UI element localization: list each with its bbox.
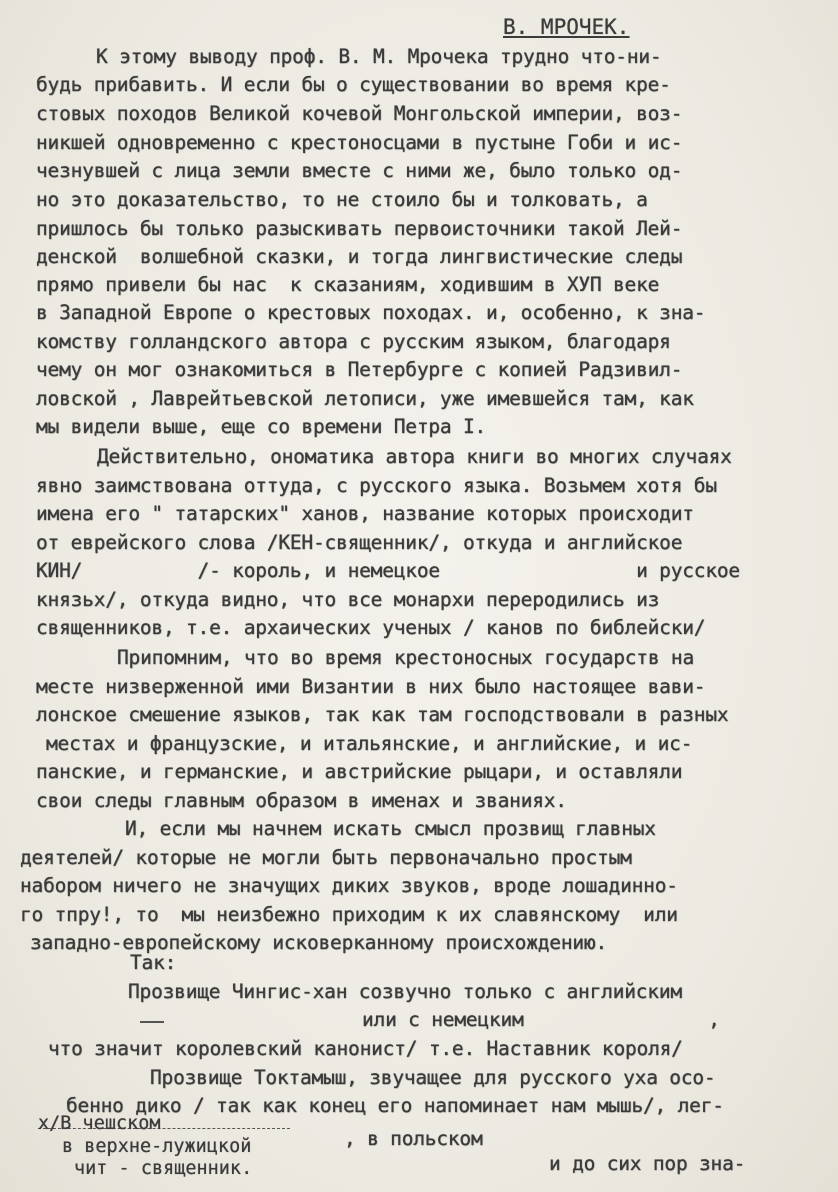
text-line: деятелей/ которые не могли быть первоначально простым [20, 846, 632, 869]
text-line: прямо привели бы нас к сказаниям, ходившим в ХУП веке [36, 273, 660, 296]
text-line: свои следы главным образом в именах и званиях. [36, 789, 567, 812]
text-line: чему он мог ознакомиться в Петербурге с копией Радзивил- [36, 358, 683, 381]
text-line: что значит королевский канонист/ т.е. Наставник короля/ [48, 1037, 683, 1060]
text-line: бенно дико / так как конец его напоминает нам мышь/, лег- [66, 1094, 724, 1117]
text-line: Действительно, ономатика автора книги во многих случаях [97, 445, 732, 468]
text-line: чезнувшей с лица земли вместе с ними же, было только од- [36, 159, 683, 182]
text-line: западно-европейскому исковерканному происхождению. [30, 931, 607, 954]
text-line: лонское смешение языков, так как там господствовали в разных [36, 703, 729, 726]
text-fragment: , в польском [344, 1127, 483, 1150]
text-line: Припомним, что во время крестоносных государств на [117, 646, 694, 669]
text-line: го тпру!, то мы неизбежно приходим к их славянскому или [20, 903, 678, 926]
text-line: от еврейского слова /КЕН-священник/, откуда и английское [36, 531, 683, 554]
text-line: комству голландского автора с русским языком, благодаря [36, 330, 671, 353]
text-line: стовых походов Великой кочевой Монгольской империи, воз- [36, 102, 683, 125]
page-header: В. МРОЧЕК. [503, 15, 630, 39]
text-fragment: и до сих пор зна- [549, 1152, 746, 1175]
footnote-line: x/В чешском [38, 1113, 161, 1134]
text-line: КИН/ /- король, и немецкое и русское [36, 559, 740, 582]
text-line: князьx/, откуда видно, что все монархи переродились из [36, 588, 660, 611]
text-line: К этому выводу проф. В. М. Мрочека трудно что-ни- [96, 45, 662, 68]
footnote-line: чит - священник. [74, 1158, 253, 1179]
text-line: никшей одновременно с крестоносцами в пустыне Гоби и ис- [36, 131, 683, 154]
text-line: месте низверженной ими Византии в них было настоящее вави- [36, 675, 706, 698]
text-line: пришлось бы только разыскивать первоисточники такой Лей- [36, 217, 683, 240]
text-line: Прозвище Токтамыш, звучащее для русского уха осо- [150, 1066, 716, 1089]
text-line: священников, т.е. архаических ученых / канов по библейски/ [36, 616, 706, 639]
text-line: набором ничего не значущих диких звуков, вроде лошадинно- [20, 874, 678, 897]
text-line: имена его " татарских" ханов, название которых происходит [36, 502, 694, 525]
text-line: Прозвище Чингис-хан созвучно только с английским [128, 980, 682, 1003]
text-line: мы видели выше, еще со времени Петра I. [36, 415, 487, 438]
footnote-line: в верхне-лужицкой [62, 1136, 252, 1157]
text-line: И, если мы начнем искать смысл прозвищ главных [125, 817, 656, 840]
text-line: денской волшебной сказки, и тогда лингвистические следы [36, 245, 683, 268]
text-line: местах и французские, и итальянские, и английские, и ис- [46, 732, 693, 755]
text-line: ловской , Лаврейтьевской летописи, уже имевшейся там, как [36, 387, 694, 410]
text-line: панские, и германские, и австрийские рыцари, и оставляли [36, 760, 683, 783]
text-line: явно заимствована оттуда, с русского языка. Возьмем хотя бы [36, 474, 717, 497]
text-line: Так: [130, 951, 177, 974]
text-line: но это доказательство, то не стоило бы и толковать, а [36, 188, 648, 211]
text-line: в Западной Европе о крестовых походах. и, особенно, к зна- [36, 301, 706, 324]
dash-mark [140, 1021, 164, 1023]
text-line: или с немецким , [362, 1008, 720, 1031]
text-line: будь прибавить. И если бы о существовании во время кре- [36, 73, 671, 96]
